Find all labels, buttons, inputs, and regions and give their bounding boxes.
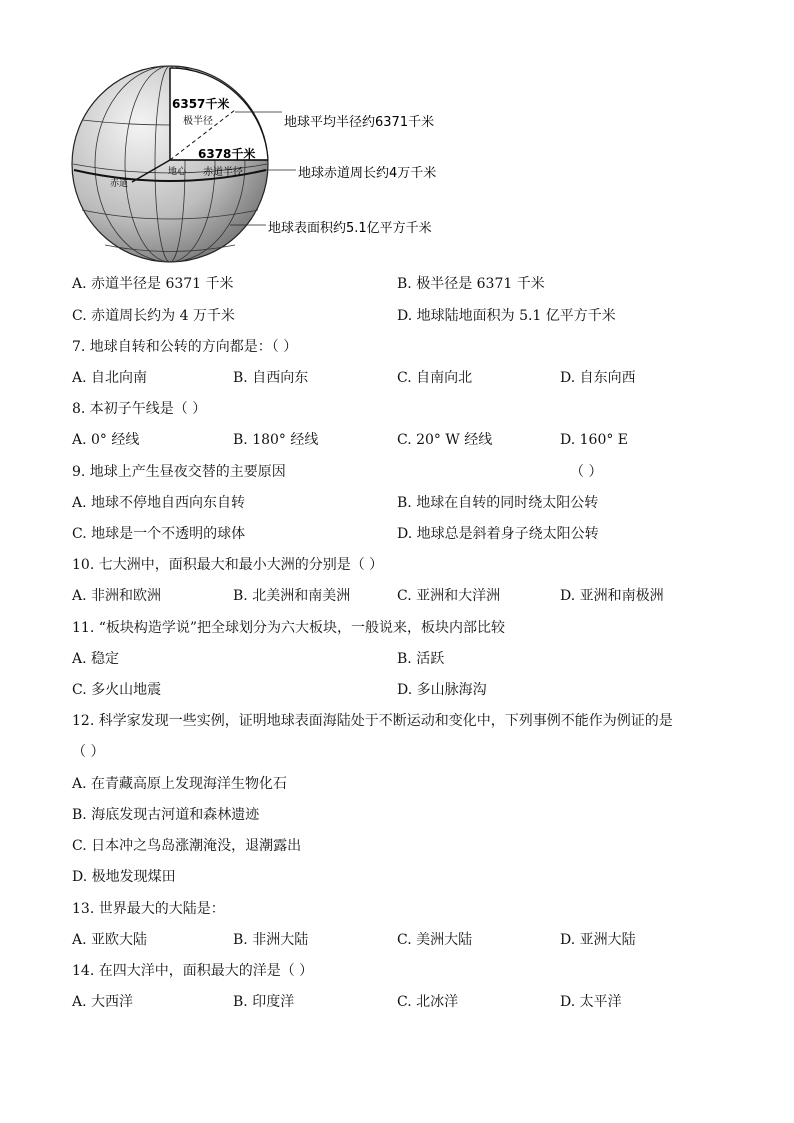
q8-option-d: D. 160° E — [560, 432, 629, 448]
q11-option-d: D. 多山脉海沟 — [397, 682, 487, 698]
q12-option-d: D. 极地发现煤田 — [72, 869, 176, 885]
q10-stem: 10. 七大洲中，面积最大和最小大洲的分别是（ ） — [72, 557, 384, 573]
q7-option-a: A. 自北向南 — [72, 370, 148, 386]
q8-stem: 8. 本初子午线是（ ） — [72, 401, 207, 417]
q8-option-c: C. 20° W 经线 — [397, 432, 493, 448]
q14-option-c: C. 北冰洋 — [397, 994, 459, 1010]
q14-stem: 14. 在四大洋中，面积最大的洋是（ ） — [72, 963, 314, 979]
q7-option-c: C. 自南向北 — [397, 370, 473, 386]
equatorial-radius-label: 赤道半径 — [203, 167, 243, 178]
q7-option-b: B. 自西向东 — [233, 370, 309, 386]
q11-option-b: B. 活跃 — [397, 651, 445, 667]
circumference-note: 地球赤道周长约4万千米 — [298, 166, 437, 181]
q8-option-b: B. 180° 经线 — [233, 432, 319, 448]
earth-center-label: 地心 — [168, 167, 187, 177]
q13-option-a: A. 亚欧大陆 — [72, 932, 148, 948]
surface-area-note: 地球表面积约5.1亿平方千米 — [268, 221, 432, 236]
q10-option-b: B. 北美洲和南美洲 — [233, 588, 351, 604]
q10-option-c: C. 亚洲和大洋洲 — [397, 588, 501, 604]
q14-option-a: A. 大西洋 — [72, 994, 134, 1010]
q9-stem: 9. 地球上产生昼夜交替的主要原因 — [72, 464, 286, 480]
q6-option-b: B. 极半径是 6371 千米 — [397, 276, 545, 292]
q10-option-d: D. 亚洲和南极洲 — [560, 588, 664, 604]
q6-option-d: D. 地球陆地面积为 5.1 亿平方千米 — [397, 308, 616, 324]
q12-option-a: A. 在青藏高原上发现海洋生物化石 — [72, 776, 288, 792]
q6-option-a: A. 赤道半径是 6371 千米 — [72, 276, 234, 292]
q13-stem: 13. 世界最大的大陆是： — [72, 901, 225, 917]
q14-option-d: D. 太平洋 — [560, 994, 622, 1010]
q11-option-c: C. 多火山地震 — [72, 682, 162, 698]
q9-answer-paren: （ ） — [570, 464, 603, 480]
q11-option-a: A. 稳定 — [72, 651, 120, 667]
equatorial-radius-value: 6378千米 — [198, 147, 256, 161]
q12-option-b: B. 海底发现古河道和森林遗迹 — [72, 807, 260, 823]
polar-radius-label: 极半径 — [183, 116, 213, 127]
q13-option-d: D. 亚洲大陆 — [560, 932, 636, 948]
polar-radius-value: 6357千米 — [172, 97, 230, 111]
q6-option-c: C. 赤道周长约为 4 万千米 — [72, 308, 235, 324]
mean-radius-note: 地球平均半径约6371千米 — [284, 115, 435, 130]
q12-stem: 12. 科学家发现一些实例，证明地球表面海陆处于不断运动和变化中，下列事例不能作为例证的是 — [72, 713, 673, 729]
q12-option-c: C. 日本冲之鸟岛涨潮淹没，退潮露出 — [72, 838, 302, 854]
q9-option-a: A. 地球不停地自西向东自转 — [72, 495, 246, 511]
q9-option-b: B. 地球在自转的同时绕太阳公转 — [397, 495, 599, 511]
q13-option-c: C. 美洲大陆 — [397, 932, 473, 948]
equator-label: 赤道 — [110, 179, 129, 189]
q7-option-d: D. 自东向西 — [560, 370, 636, 386]
q7-stem: 7. 地球自转和公转的方向都是：（ ） — [72, 339, 298, 355]
earth-globe-figure — [70, 60, 470, 270]
q8-option-a: A. 0° 经线 — [72, 432, 140, 448]
q12-answer-paren: （ ） — [72, 744, 105, 760]
q10-option-a: A. 非洲和欧洲 — [72, 588, 162, 604]
q14-option-b: B. 印度洋 — [233, 994, 295, 1010]
q13-option-b: B. 非洲大陆 — [233, 932, 309, 948]
q9-option-d: D. 地球总是斜着身子绕太阳公转 — [397, 526, 599, 542]
q9-option-c: C. 地球是一个不透明的球体 — [72, 526, 246, 542]
q11-stem: 11. “板块构造学说”把全球划分为六大板块，一般说来，板块内部比较 — [72, 620, 506, 636]
